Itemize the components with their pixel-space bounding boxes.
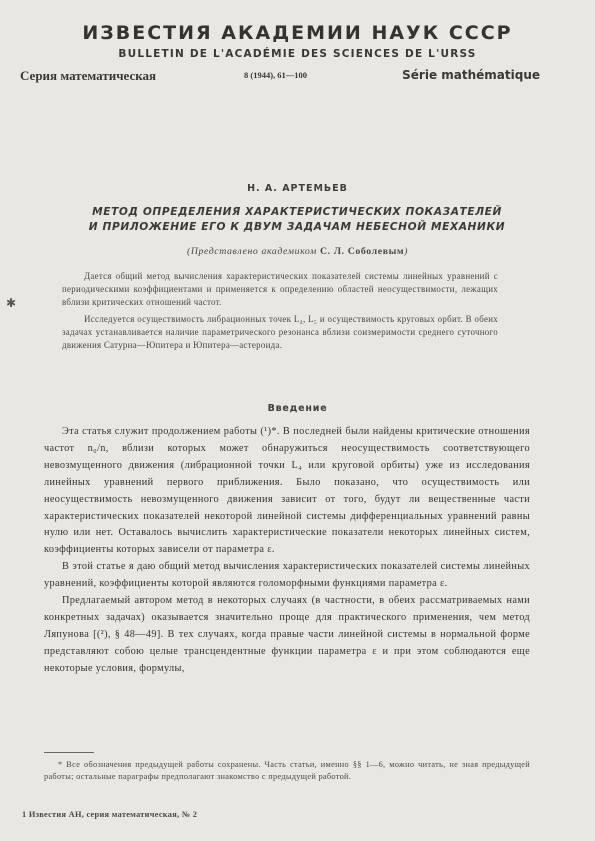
article-title-line-1: МЕТОД ОПРЕДЕЛЕНИЯ ХАРАКТЕРИСТИЧЕСКИХ ПОКАЗАТЕЛЕЙ xyxy=(92,206,502,218)
footnote-text: * Все обозначения предыдущей работы сохранены. Часть статьи, именно §§ 1—6, можно читать, не зная предыдущей работы; остальные параграфы предполагают знакомство с предыдущей работой. xyxy=(44,760,530,782)
article-author: Н. А. АРТЕМЬЕВ xyxy=(247,183,348,194)
article-title xyxy=(52,205,542,235)
abstract xyxy=(62,270,498,356)
journal-title-ru: ИЗВЕСТИЯ АКАДЕМИИ НАУК СССР xyxy=(82,22,513,44)
series-ru: Серия математическая xyxy=(20,68,157,83)
presented-suffix: ) xyxy=(404,246,408,257)
body-paragraph-2: В этой статье я даю общий метод вычисления характеристических показателей системы линейных уравнений, коэффициенты которой являются голоморфными функциями параметра ε. xyxy=(44,561,530,590)
body-paragraph-3: Предлагаемый автором метод в некоторых случаях (в частности, в обеих рассматриваемых нами конкретных задачах) оказывается значительно проще для практического применения, чем метод Ляпунова [(²), § 48—49]. В тех случаях, когда правые части линейной системы в нормальной форме представляют собою целые трансцендентные функции параметра ε и при этом соблюдаются еще некоторые условия, формулы, xyxy=(44,595,530,674)
presented-by xyxy=(0,246,595,257)
abstract-paragraph-1: Дается общий метод вычисления характеристических показателей системы линейных уравнений с периодическими коэффициентами и применяется к определению областей неосуществимости, лежащих вблизи критических отношений частот. xyxy=(62,271,498,307)
margin-mark-icon: ✱ xyxy=(6,296,17,310)
presented-name: С. Л. Соболевым xyxy=(319,246,405,257)
abstract-paragraph-2: Исследуется осуществимость либрационных точек L₄, L₅ и осуществимость круговых орбит. В обеих задачах устанавливается наличие параметрического резонанса вблизи соизмеримости среднего суточного движения Сатурна—Юпитера и Юпитера—астероида. xyxy=(62,314,498,350)
body-paragraph-1: Эта статья служит продолжением работы (¹)*. В последней были найдены критические отношения частот n₀/n, вблизи которых может обнаружиться неосуществимость соответствующего невозмущенного движения (либрационной точки L₄ или круговой орбиты) уже из исследования линейных уравнений первого приближения. Было показано, что осуществимость или неосуществимость невозмущенного движения зависит от того, будут ли вещественные части характеристических показателей некоторой линейной системы дифференциальных уравнений равны нулю или нет. Оставалось вычислить характеристические показатели некоторых линейных систем, коэффициенты которых зависели от параметра ε. xyxy=(44,426,530,556)
series-fr: Série mathématique xyxy=(402,68,540,82)
issue-number: 8 (1944), 61—100 xyxy=(244,70,308,80)
section-heading: Введение xyxy=(267,403,328,414)
page-footer: 1 Известия АН, серия математическая, № 2 xyxy=(22,810,198,819)
journal-title-fr: BULLETIN DE L'ACADÉMIE DES SCIENCES DE L'URSS xyxy=(118,48,477,60)
footnote-divider xyxy=(44,752,94,753)
body-text xyxy=(44,424,530,678)
footnote xyxy=(44,759,530,784)
article-title-line-2: И ПРИЛОЖЕНИЕ ЕГО К ДВУМ ЗАДАЧАМ НЕБЕСНОЙ МЕХАНИКИ xyxy=(88,221,506,233)
presented-prefix: (Представлено академиком xyxy=(186,246,317,257)
series-line xyxy=(20,68,540,84)
